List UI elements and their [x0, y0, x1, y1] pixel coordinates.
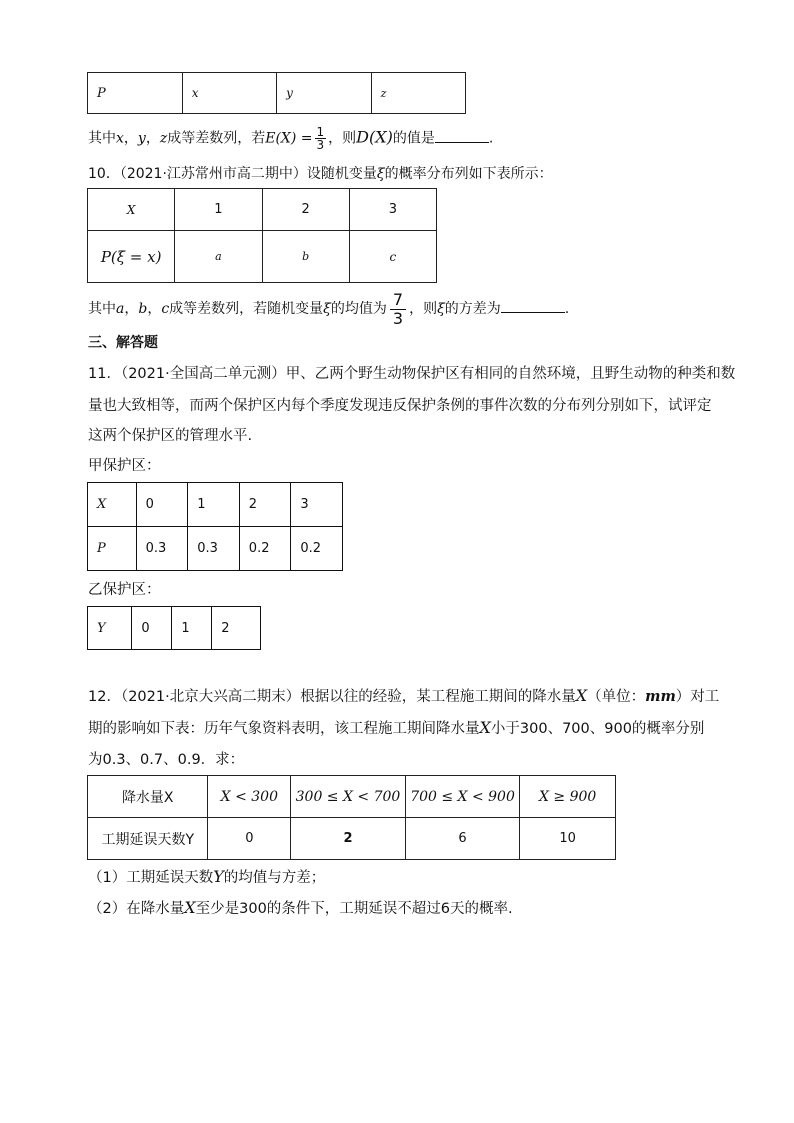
table-cell: P	[88, 527, 137, 571]
table-cell: 0.2	[239, 527, 291, 571]
table-cell: c	[349, 231, 436, 283]
table-cell: 2	[239, 483, 291, 527]
fraction-seven-thirds: $\frac{7}{3}$	[390, 291, 406, 328]
table-header-cell: 700 ≤ X < 900	[405, 776, 520, 818]
q12-line-1: 12．（2021·北京大兴高二期末）根据以往的经验，某工程施工期间的降水量X（单位：mm）对工	[88, 686, 720, 705]
table-cell: P	[88, 73, 183, 114]
fraction-one-third: $\frac{1}{3}$	[316, 125, 325, 152]
table-cell: 1	[172, 607, 212, 650]
q10-heading: 10．（2021·江苏常州市高二期中）设随机变量ξ的概率分布列如下表所示：	[88, 166, 553, 182]
q10-text: 其中a，b，c成等差数列，若随机变量ξ的均值为 $\frac{7}{3}$ ，则ξ的方差为 .	[88, 289, 570, 328]
q12-line-3: 为0.3、0.7、0.9．求：	[88, 752, 245, 768]
table-cell: 2	[212, 607, 261, 650]
table-cell: 2	[291, 818, 406, 860]
table-cell: 0	[132, 607, 172, 650]
table-cell: 0	[136, 483, 188, 527]
rainfall-delay-table	[87, 775, 616, 860]
answer-blank[interactable]	[435, 128, 489, 143]
table-cell: X	[88, 189, 175, 231]
yi-distribution-table	[87, 606, 261, 650]
table-cell: 工期延误天数Y	[88, 818, 208, 860]
jia-distribution-table	[87, 482, 343, 571]
q12-line-2: 期的影响如下表：历年气象资料表明，该工程施工期间降水量X小于300、700、900的概率分别	[88, 718, 705, 737]
table-cell: 0.2	[291, 527, 343, 571]
q12-subquestion-2: （2）在降水量X至少是300的条件下，工期延误不超过6天的概率.	[88, 898, 513, 917]
distribution-table-q10	[87, 188, 437, 283]
table-cell: 6	[405, 818, 520, 860]
table-cell: b	[262, 231, 349, 283]
table-cell: 10	[520, 818, 616, 860]
table-header-cell: 300 ≤ X < 700	[291, 776, 406, 818]
table-cell: 3	[291, 483, 343, 527]
jia-label: 甲保护区：	[88, 458, 161, 474]
table-cell: 2	[262, 189, 349, 231]
table-cell: 1	[175, 189, 262, 231]
q11-line-1: 11．（2021·全国高二单元测）甲、乙两个野生动物保护区有相同的自然环境，且野生动物的种类和数	[88, 366, 736, 382]
table-cell: y	[277, 73, 371, 114]
table-header-cell: X < 300	[208, 776, 291, 818]
table-cell: 0.3	[136, 527, 188, 571]
table-cell: x	[182, 73, 276, 114]
q11-line-3: 这两个保护区的管理水平.	[88, 428, 253, 444]
table-cell: Y	[88, 607, 132, 650]
answer-blank[interactable]	[501, 298, 565, 313]
yi-label: 乙保护区：	[88, 582, 161, 598]
table-cell: 0.3	[188, 527, 240, 571]
table-cell: X	[88, 483, 137, 527]
table-cell: a	[175, 231, 262, 283]
section-title: 三、解答题	[88, 335, 158, 351]
distribution-table-top	[87, 72, 466, 114]
table-header-cell: 降水量X	[88, 776, 208, 818]
q9-text: 其中x，y，z成等差数列，若E(X) = $\frac{1}{3}$ ，则D(X)的值是 .	[88, 125, 494, 152]
table-cell: P(ξ = x)	[88, 231, 175, 283]
table-cell: 1	[188, 483, 240, 527]
q11-line-2: 量也大致相等，而两个保护区内每个季度发现违反保护条例的事件次数的分布列分别如下，试评定	[88, 398, 712, 414]
table-cell: z	[371, 73, 465, 114]
table-cell: 3	[349, 189, 436, 231]
table-header-cell: X ≥ 900	[520, 776, 616, 818]
q12-subquestion-1: （1）工期延误天数Y的均值与方差；	[88, 867, 326, 886]
table-cell: 0	[208, 818, 291, 860]
